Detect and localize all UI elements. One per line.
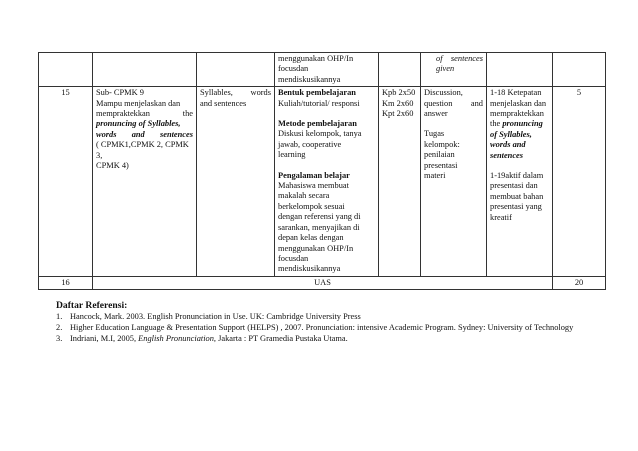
task-line: materi — [424, 171, 446, 181]
indicator-line: presentasi yang — [490, 202, 542, 212]
task-line: Tugas — [424, 129, 445, 139]
indicator-line: kreatif — [490, 212, 512, 222]
indicator-line: presentasi dan — [490, 181, 538, 191]
references-list — [56, 312, 596, 344]
form-title: Bentuk pembelajaran — [278, 88, 356, 98]
cell-material — [197, 87, 275, 277]
competency-line: ( CPMK1,CPMK 2, CPMK 3, — [96, 140, 189, 160]
method-line: learning — [278, 150, 306, 160]
experience-line: focusdan — [278, 253, 309, 263]
experience-line: depan kelas dengan — [278, 233, 344, 243]
task-line: Discussion, — [424, 88, 463, 98]
method-title: Metode pembelajaran — [278, 119, 357, 129]
reference-item: 2. Higher Education Language & Presentation Support (HELPS) , 2007. Pronunciation: intensive Academic Program. Sydney: University of Technology — [56, 322, 574, 332]
competency-line: Mampu menjelaskan dan — [96, 98, 181, 108]
task-line: presentasi — [424, 160, 458, 170]
indicator-line: words and — [490, 140, 526, 150]
material-line: and sentences — [200, 98, 247, 108]
exam-label: UAS — [93, 276, 553, 289]
cell-week — [39, 53, 93, 87]
cell-indicator — [487, 53, 553, 87]
cell-competency — [93, 87, 197, 277]
competency-line: words and sentences — [96, 129, 193, 139]
activity-line: mendiskusikannya — [278, 74, 341, 84]
task-line: given — [436, 64, 455, 74]
form-text: Kuliah/tutorial/ responsi — [278, 98, 360, 108]
material-line — [200, 88, 271, 98]
cell-time — [379, 53, 421, 87]
task-line: penilaian — [424, 150, 455, 160]
table-row-continued — [39, 53, 606, 87]
indicator-line: 1-18 Ketepatan — [490, 88, 542, 98]
competency-word: the — [182, 109, 193, 119]
task-word: sentences — [450, 54, 483, 63]
time-line: Kpt 2x60 — [382, 109, 414, 119]
table-row-15 — [39, 87, 606, 277]
time-line: Kpb 2x50 — [382, 88, 416, 98]
indicator-line: membuat bahan — [490, 191, 544, 201]
activity-line: focusdan — [278, 64, 309, 74]
cell-activity — [275, 87, 379, 277]
indicator-line: menjelaskan dan — [490, 98, 547, 108]
task-line: answer — [424, 109, 448, 119]
cell-task — [421, 53, 487, 87]
week-number: 16 — [39, 276, 93, 289]
cell-activity — [275, 53, 379, 87]
method-line: Diskusi kelompok, tanya — [278, 129, 362, 139]
task-word: question — [424, 98, 453, 108]
task-word: and — [470, 98, 483, 108]
experience-line: berkelompok sesuai — [278, 201, 345, 211]
indicator-line: 1-19aktif dalam — [490, 171, 544, 181]
reference-item: 3. Indriani, M.I, 2005, English Pronunciation, Jakarta : PT Gramedia Pustaka Utama. — [56, 333, 348, 343]
task-line — [424, 99, 483, 109]
competency-line: Sub- CPMK 9 — [96, 88, 144, 98]
experience-line: dengan referensi yang di — [278, 212, 361, 222]
competency-line: CPMK 4) — [96, 161, 129, 171]
experience-line: mendiskusikannya — [278, 264, 341, 274]
experience-line: menggunakan OHP/In — [278, 243, 354, 253]
task-line: kelompok: — [424, 139, 460, 149]
cell-competency — [93, 53, 197, 87]
cell-task — [421, 87, 487, 277]
week-number: 15 — [39, 87, 93, 277]
reference-item: 1. Hancock, Mark. 2003. English Pronunciation in Use. UK: Cambridge University Press — [56, 312, 361, 321]
material-word: Syllables, — [200, 88, 233, 98]
material-word: words — [250, 88, 271, 98]
experience-line: Mahasiswa membuat — [278, 181, 349, 191]
method-line: jawab, cooperative — [278, 139, 342, 149]
indicator-line: of Syllables, — [490, 129, 532, 139]
indicator-line: the pronuncing — [490, 119, 543, 129]
rps-table — [38, 52, 606, 290]
cell-material — [197, 53, 275, 87]
indicator-line: mempraktekkan — [490, 109, 544, 119]
task-line — [424, 54, 483, 64]
competency-line: pronuncing of Syllables, — [96, 119, 181, 129]
cell-indicator — [487, 87, 553, 277]
cell-time — [379, 87, 421, 277]
experience-line: sarankan, menyajikan di — [278, 222, 360, 232]
task-word: of — [436, 54, 443, 63]
competency-line — [96, 109, 193, 119]
indicator-line: sentences — [490, 150, 524, 160]
cell-weight — [553, 53, 606, 87]
time-line: Km 2x60 — [382, 98, 414, 108]
activity-line: menggunakan OHP/In — [278, 54, 354, 63]
experience-title: Pengalaman belajar — [278, 170, 350, 180]
weight-value: 20 — [553, 276, 606, 289]
references-title: Daftar Referensi: — [56, 300, 128, 311]
experience-line: makalah secara — [278, 191, 330, 201]
competency-word: mempraktekkan — [96, 109, 150, 119]
weight-value: 5 — [553, 87, 606, 277]
table-row-16 — [39, 276, 606, 289]
